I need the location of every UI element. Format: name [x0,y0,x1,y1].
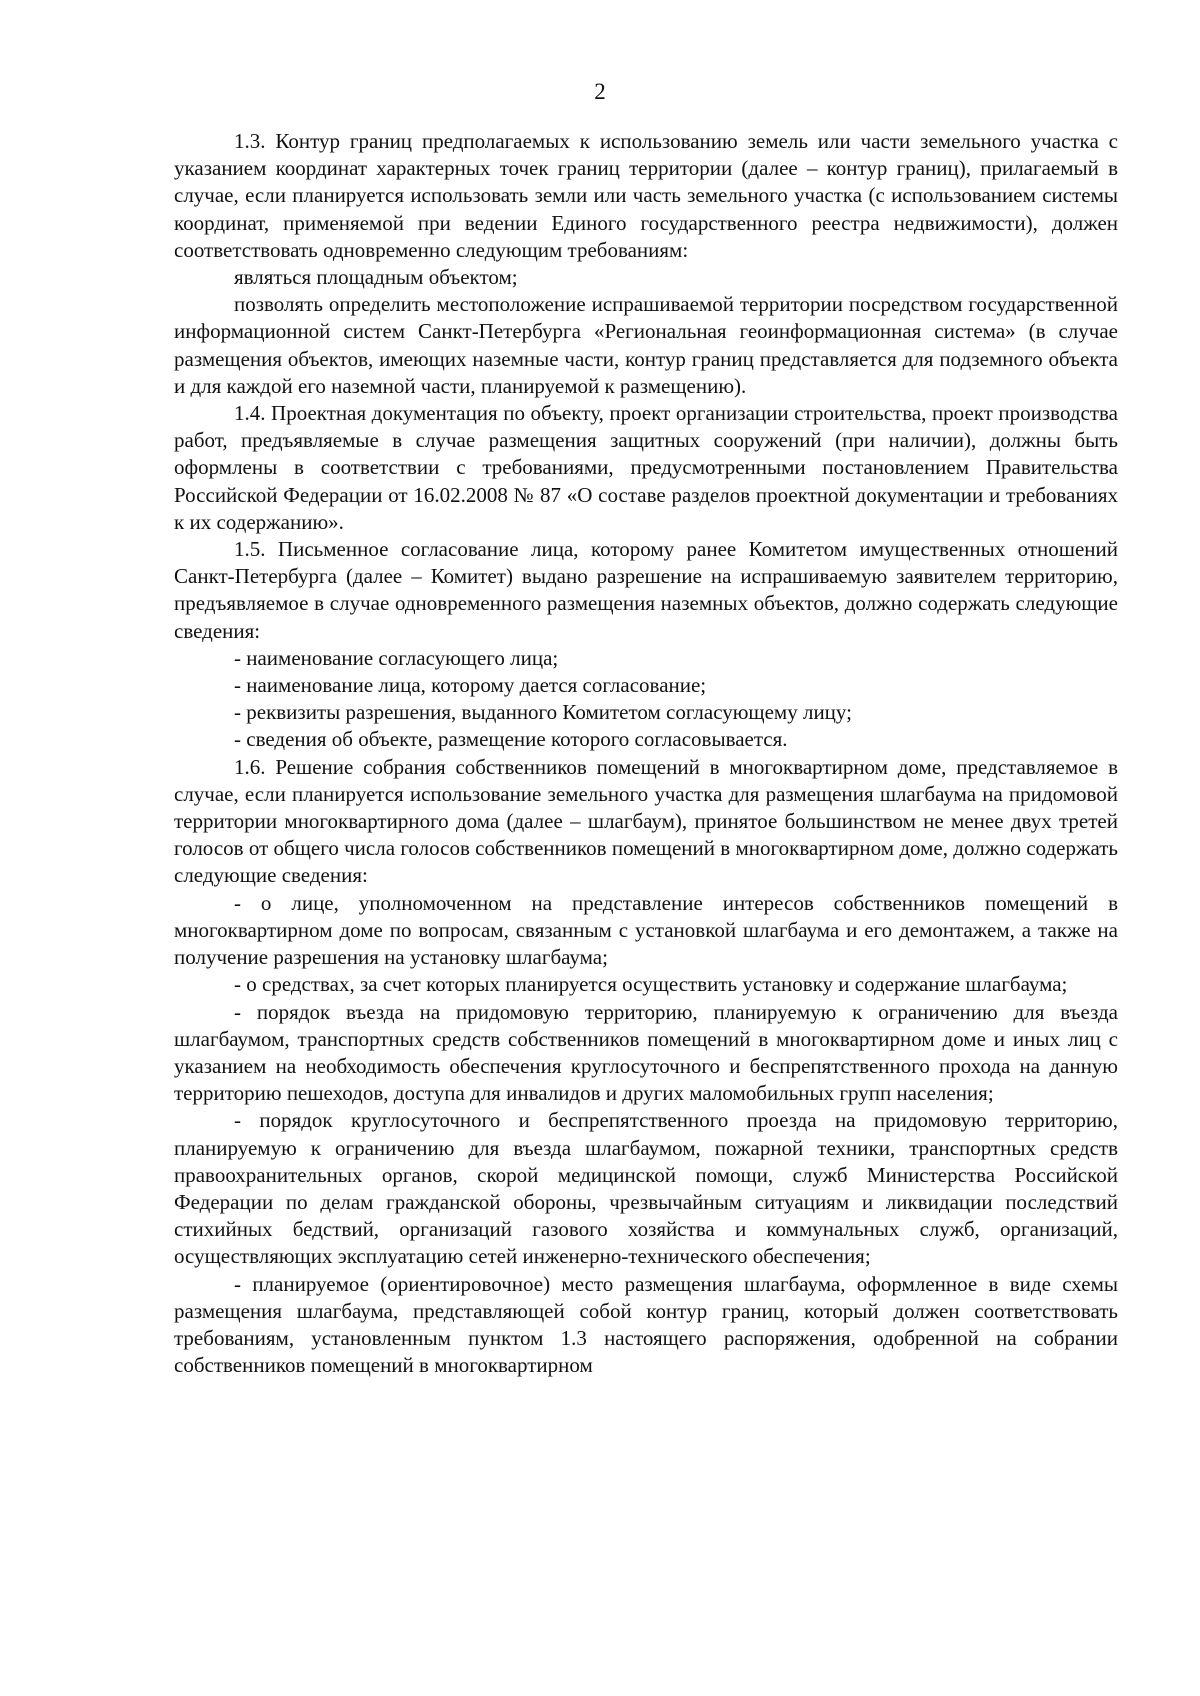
list-item: - о лице, уполномоченном на представление интересов собственников помещений в многоквартирном доме по вопросам, связанным с установкой шлагбаума и его демонтажем, а также на получение разрешения на установку шлагбаума; [174,890,1118,970]
list-item: - наименование согласующего лица; [234,645,559,670]
paragraph-1-3: 1.3. Контур границ предполагаемых к использованию земель или части земельного участка с указанием координат характерных точек границ территории (далее – контур границ), прилагаемый в случае, если планируется использовать земли или часть земельного участка (с использованием системы координат, применяемой при ведении Единого государственного реестра недвижимости), должен соответствовать одновременно следующим требованиям: [174,129,1118,262]
list-item: - наименование лица, которому дается согласование; [234,673,707,698]
page-number: 2 [594,79,606,104]
list-item: - порядок круглосуточного и беспрепятственного проезда на придомовую территорию, планируемую к ограничению для въезда шлагбаумом, пожарной техники, транспортных средств правоохранительных органов, скорой медицинской помощи, служб Министерства Российской Федерации по делам гражданской обороны, чрезвычайным ситуациям и ликвидации последствий стихийных бедствий, организаций газового хозяйства и коммунальных служб, организаций, осуществляющих эксплуатацию сетей инженерно-технического обеспечения; [174,1108,1118,1269]
list-item: - реквизиты разрешения, выданного Комитетом согласующему лицу; [234,700,852,725]
paragraph-1-4: 1.4. Проектная документация по объекту, проект организации строительства, проект производства работ, предъявляемые в случае размещения защитных сооружений (при наличии), должны быть оформлены в соответствии с требованиями, предусмотренными постановлением Правительства Российской Федерации от 16.02.2008 № 87 «О составе разделов проектной документации и требованиях к их содержанию». [174,401,1118,534]
list-item: - планируемое (ориентировочное) место размещения шлагбаума, оформленное в виде схемы размещения шлагбаума, представляющей собой контур границ, который должен соответствовать требованиям, установленным пунктом 1.3 настоящего распоряжения, одобренной на собрании собственников помещений в многоквартирном [174,1271,1118,1378]
list-item: - о средствах, за счет которых планируется осуществить установку и содержание шлагбаума; [234,972,1068,997]
list-item: - порядок въезда на придомовую территорию, планируемую к ограничению для въезда шлагбаумом, транспортных средств собственников помещений в многоквартирном доме и иных лиц с указанием на необходимость обеспечения круглосуточного и беспрепятственного прохода на данную территорию пешеходов, доступа для инвалидов и других маломобильных групп населения; [174,999,1118,1106]
list-item: - сведения об объекте, размещение которого согласовывается. [234,727,788,752]
requirement-item: являться площадным объектом; [234,265,518,290]
paragraph-1-6: 1.6. Решение собрания собственников помещений в многоквартирном доме, представляемое в случае, если планируется использование земельного участка для размещения шлагбаума на придомовой территории многоквартирного дома (далее – шлагбаум), принятое большинством не менее двух третей голосов от общего числа голосов собственников помещений в многоквартирном доме, должно содержать следующие сведения: [174,754,1118,888]
paragraph-1-5: 1.5. Письменное согласование лица, которому ранее Комитетом имущественных отношений Санкт-Петербурга (далее – Комитет) выдано разрешение на испрашиваемую заявителем территорию, предъявляемое в случае одновременного размещения наземных объектов, должно содержать следующие сведения: [174,537,1118,643]
requirement-item: позволять определить местоположение испрашиваемой территории посредством государственной информационной систем Санкт-Петербурга «Региональная геоинформационная система» (в случае размещения объектов, имеющих наземные части, контур границ представляется для подземного объекта и для каждой его наземной части, планируемой к размещению). [174,292,1118,398]
document-body [174,128,1118,1379]
